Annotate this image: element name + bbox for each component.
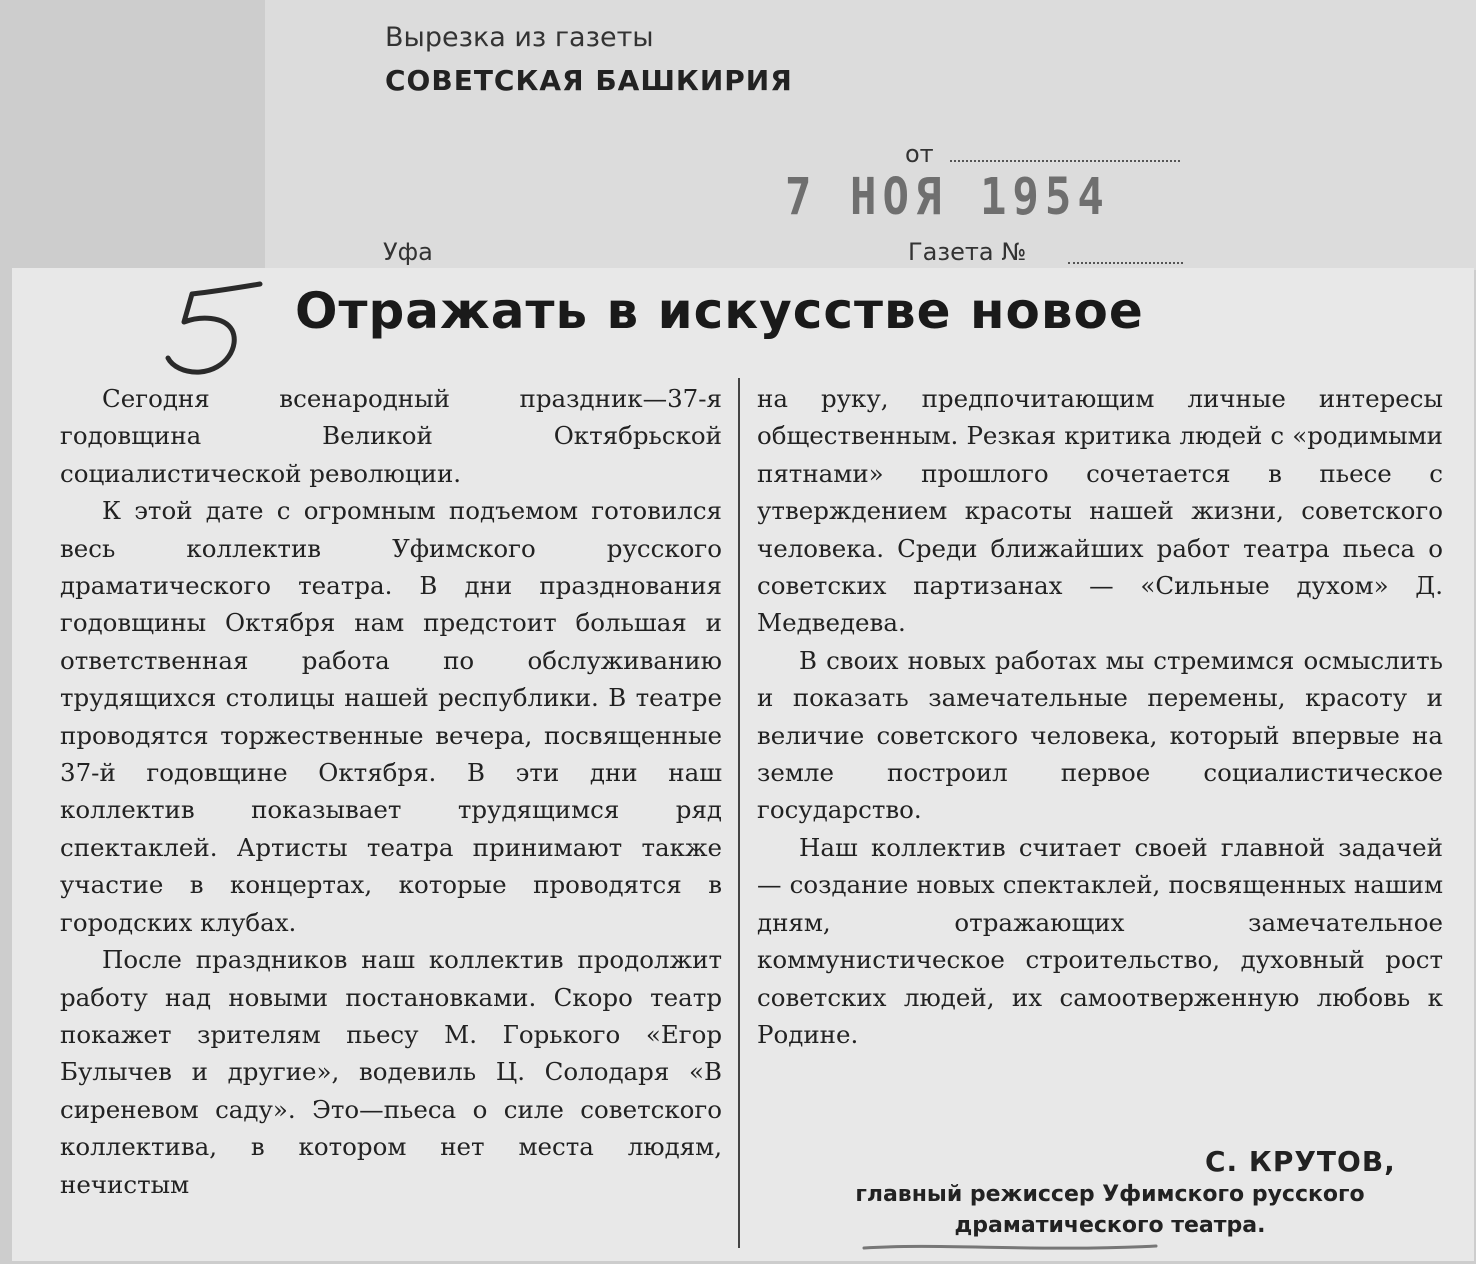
pencil-underline [860, 1240, 1160, 1254]
date-prefix: от [905, 140, 934, 168]
issue-dotted-line [1068, 262, 1183, 264]
article-column-right [757, 380, 1443, 1053]
article-title: Отражать в искусстве новое [295, 282, 1144, 340]
author-position-line-2: драматического театра. [954, 1213, 1266, 1238]
paragraph: на руку, предпочитающим личные интересы общественным. Резкая критика людей с «родимыми пятнами» прошлого сочетается в пьесе с утверждением красоты нашей жизни, советского человека. Среди ближайших работ театра пьеса о советских партизанах — «Сильные духом» Д. Медведева. [757, 384, 1443, 638]
paragraph: В своих новых работах мы стремимся осмыслить и показать замечательные перемены, красоту и величие советского человека, который впервые на земле построил первое социалистическое государство. [757, 645, 1443, 825]
article-column-left [60, 380, 722, 1203]
author-name: С. КРУТОВ, [1205, 1145, 1396, 1178]
paragraph: После праздников наш коллектив продолжит работу над новыми постановками. Скоро театр покажет зрителям пьесу М. Горького «Егор Булычев и другие», водевиль Ц. Солодаря «В сиреневом саду». Это—пьеса о силе советского коллектива, в котором нет места людям, нечистым [60, 945, 722, 1199]
paragraph: Наш коллектив считает своей главной задачей — создание новых спектаклей, посвященных нашим дням, отражающих замечательное коммунистическое строительство, духовный рост советских людей, их самоотверженную любовь к Родине. [757, 832, 1443, 1049]
date-stamp: 7 НОЯ 1954 [785, 168, 1110, 227]
paragraph: К этой дате с огромным подъемом готовился весь коллектив Уфимского русского драматического театра. В дни празднования годовщины Октября нам предстоит большая и ответственная работа по обслуживанию трудящихся столицы нашей республики. В театре проводятся торжественные вечера, посвященные 37-й годовщине Октября. В эти дни наш коллектив показывает трудящимся ряд спектаклей. Артисты театра принимают также участие в концертах, которые проводятся в городских клубах. [60, 496, 722, 937]
handwritten-number-5 [148, 272, 278, 382]
paragraph: Сегодня всенародный праздник—37-я годовщина Великой Октябрьской социалистической революции. [60, 384, 722, 488]
column-divider [738, 378, 740, 1248]
city-label: Уфа [383, 238, 433, 266]
newspaper-name: СОВЕТСКАЯ БАШКИРИЯ [385, 64, 793, 97]
issue-label: Газета № [908, 238, 1027, 266]
date-dotted-line [950, 160, 1180, 162]
author-position-line-1: главный режиссер Уфимского русского [855, 1182, 1365, 1207]
form-label: Вырезка из газеты [385, 22, 654, 53]
